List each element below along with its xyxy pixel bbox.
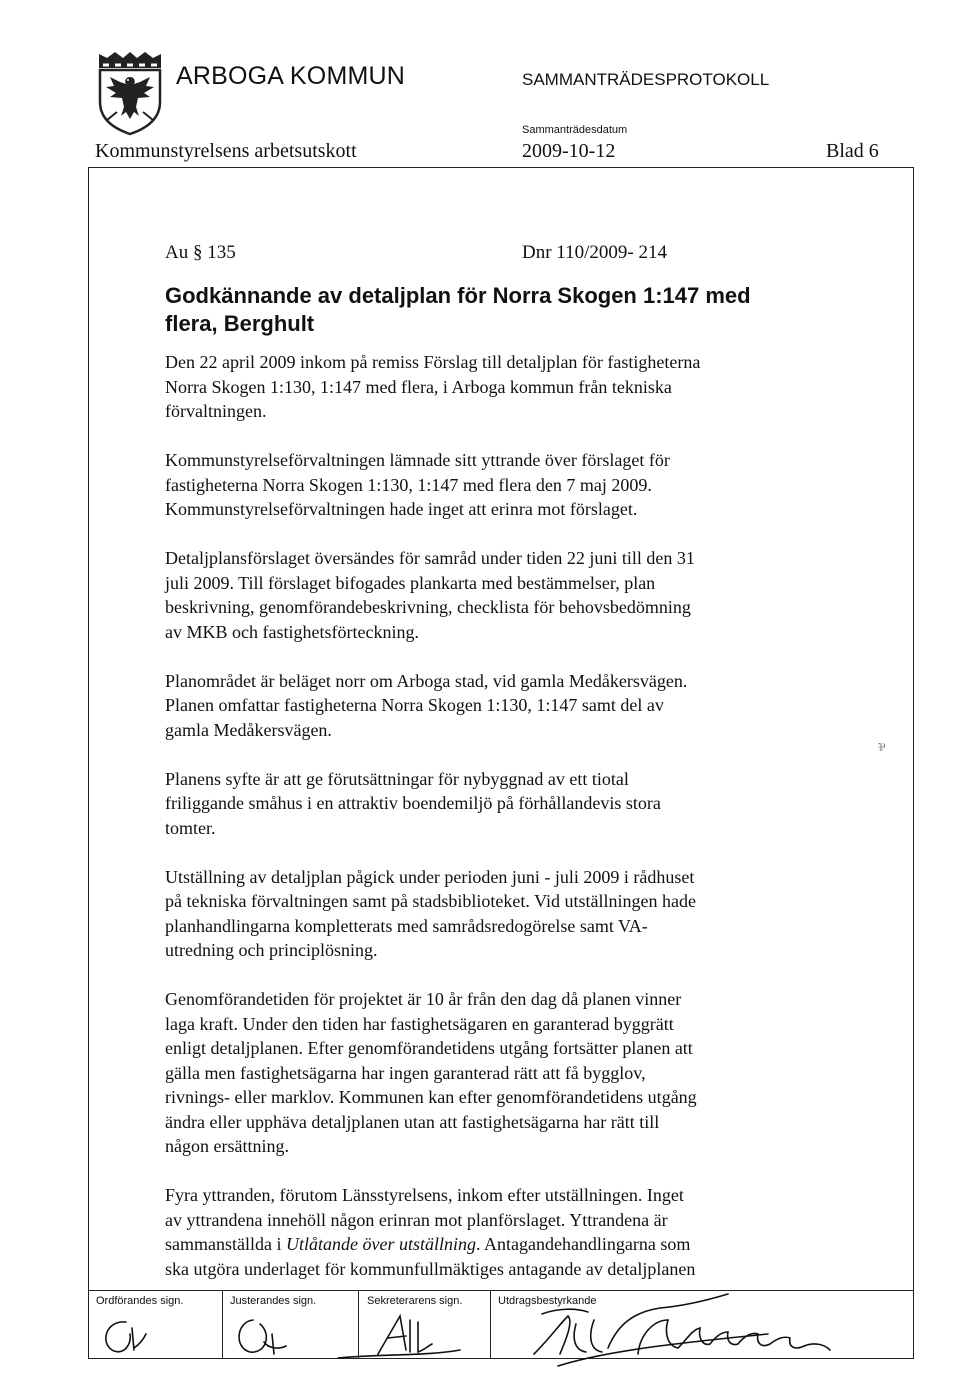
paragraph-line: gälla men fastighetsägarna har ingen garanterad rätt att få bygglov, [165,1062,646,1083]
meeting-date: 2009-10-12 [522,140,616,162]
adjuster-signature-label: Justerandes sign. [230,1295,317,1307]
paragraph-line: förvaltningen. [165,401,267,421]
excerpt-signature-mark [534,1294,830,1354]
paragraph-line: beskrivning, genomförandebeskrivning, checklista för behovsbedömning [165,597,691,617]
paragraph-line: Planen omfattar fastigheterna Norra Skogen 1:130, 1:147 samt del av [165,695,664,715]
paragraph-line: på tekniska förvaltningen samt på stadsbiblioteket. Vid utställningen hade [165,891,696,911]
protocol-body [165,350,825,1306]
registration-number: Dnr 110/2009- 214 [522,242,667,263]
paragraph-line: Detaljplansförslaget översändes för samråd under tiden 22 juni till den 31 [165,548,695,568]
struck-word-mark [542,1309,588,1314]
paragraph [165,865,825,963]
title-line: Godkännande av detaljplan för Norra Skogen 1:147 med [165,283,751,308]
paragraph-line: laga kraft. Under den tiden har fastighetsägaren en garanterad byggrätt [165,1013,674,1034]
page-number: Blad 6 [826,140,879,162]
paragraph-line: ska utgöra underlaget för kommunfullmäktiges antagande av detaljplanen [165,1258,696,1279]
paragraph-line: Kommunstyrelseförvaltningen lämnade sitt yttrande över förslaget för [165,450,670,470]
paragraph-line: gamla Medåkersvägen. [165,719,332,740]
handwritten-signatures [88,1250,914,1375]
committee-name: Kommunstyrelsens arbetsutskott [95,140,357,162]
paragraph-line: Planområdet är beläget norr om Arboga stad, vid gamla Medåkersvägen. [165,670,688,691]
paragraph-line: juli 2009. Till förslaget bifogades plankarta med bestämmelser, plan [165,572,656,593]
secretary-signature-mark [338,1316,460,1358]
paragraph-line: av yttrandena innehöll någon erinran mot planförslaget. Yttrandena är [165,1209,668,1230]
paragraph-line: friliggande småhus i en attraktiv boendemiljö på förhållandevis stora [165,793,661,813]
chair-signature-mark [106,1322,146,1352]
organization-name: ARBOGA KOMMUN [176,62,406,90]
paragraph-line: ändra eller upphäva detaljplanen utan att fastighetsägarna har rätt till [165,1111,660,1132]
text-run: sammanställda i [165,1234,286,1254]
paragraph [165,767,825,841]
paragraph-line: Fyra yttranden, förutom Länsstyrelsens, inkom efter utställningen. Inget [165,1185,684,1205]
municipal-coat-of-arms-logo [95,50,165,136]
title-line: flera, Berghult [165,311,315,336]
paragraph-line: av MKB och fastighetsförteckning. [165,621,419,642]
text-run: . Antagandehandlingarna som [475,1234,691,1254]
paragraph-line: enligt detaljplanen. Efter genomförandetidens utgång fortsätter planen att [165,1038,693,1058]
paragraph-line: rivnings- eller marklov. Kommunen kan efter genomförandetidens utgång [165,1087,697,1107]
paragraph-line: planhandlingarna kompletterats med samrådsredogörelse samt VA- [165,915,648,936]
excerpt-signature-flourish [558,1334,768,1366]
document-type: SAMMANTRÄDESPROTOKOLL [522,70,770,89]
paragraph-line: Planens syfte är att ge förutsättningar för nybyggnad av ett tiotal [165,768,629,789]
paragraph-line: utredning och principlösning. [165,940,378,960]
paragraph-line: Kommunstyrelseförvaltningen hade inget att erinra mot förslaget. [165,499,638,519]
paragraph-line: Den 22 april 2009 inkom på remiss Förslag till detaljplan för fastigheterna [165,352,701,372]
stray-scan-mark: ⅌ [878,742,886,754]
paragraph-line: tomter. [165,817,216,838]
secretary-signature-label: Sekreterarens sign. [367,1295,463,1307]
paragraph-line: fastigheterna Norra Skogen 1:130, 1:147 med flera den 7 maj 2009. [165,474,652,495]
paragraph [165,448,825,522]
excerpt-certification-label: Utdragsbestyrkande [498,1295,597,1307]
paragraph-line: Norra Skogen 1:130, 1:147 med flera, i Arboga kommun från tekniska [165,376,672,397]
chair-signature-label: Ordförandes sign. [96,1295,184,1307]
paragraph-line: någon ersättning. [165,1136,289,1156]
paragraph [165,546,825,644]
adjuster-signature-mark [239,1320,286,1354]
document-title-reference: Utlåtande över utställning [285,1234,476,1254]
decision-title [165,282,825,338]
paragraph [165,669,825,743]
paragraph [165,350,825,424]
paragraph-line: Utställning av detaljplan pågick under perioden juni - juli 2009 i rådhuset [165,866,695,887]
paragraph-line: Genomförandetiden för projektet är 10 år från den dag då planen vinner [165,989,682,1009]
section-reference: Au § 135 [165,242,236,263]
meeting-date-label: Sammanträdesdatum [522,124,628,136]
paragraph [165,987,825,1159]
